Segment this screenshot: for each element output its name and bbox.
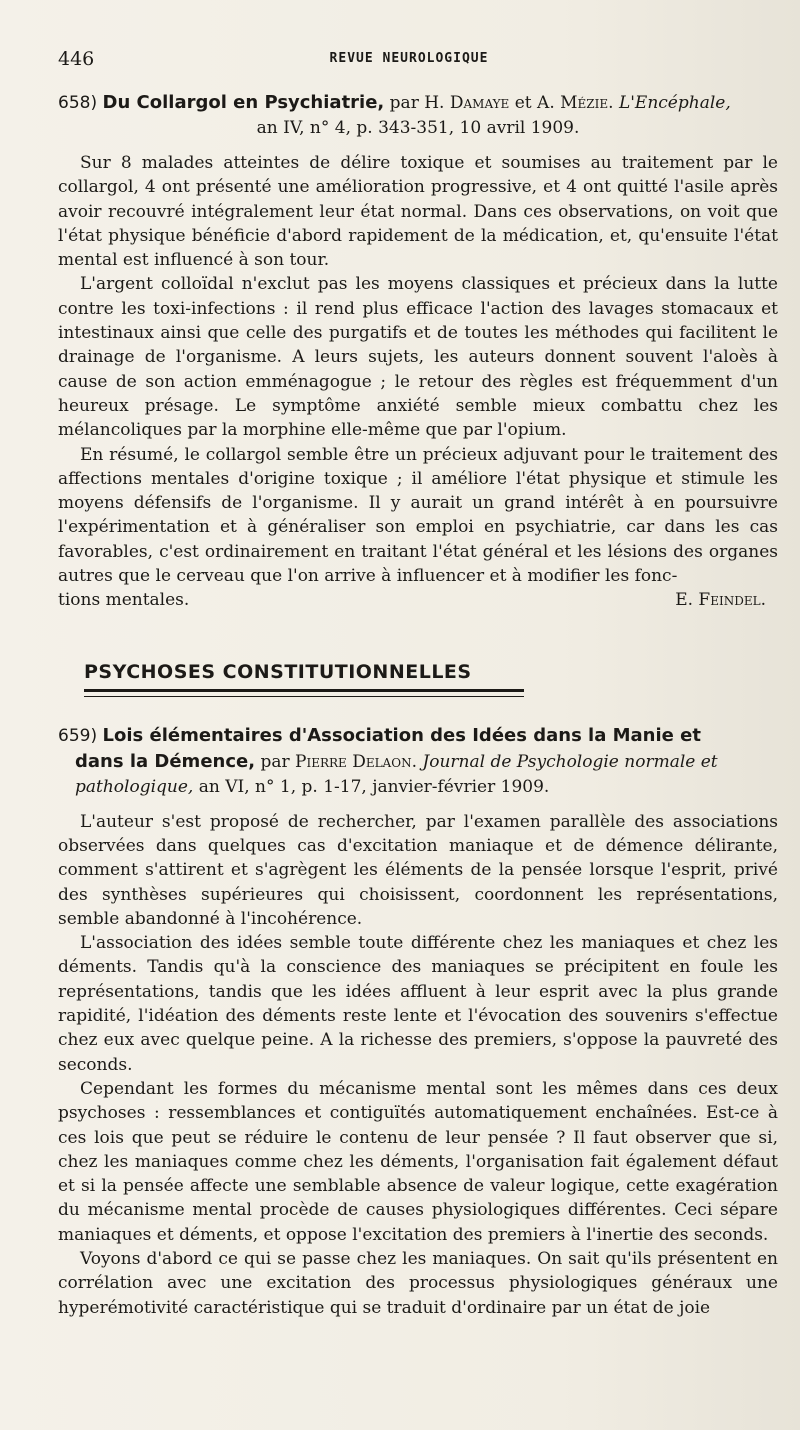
article-658-paragraph: L'argent colloïdal n'exclut pas les moyens classiques et précieux dans la lutte contre les toxi-infections : il rend plus efficace l'action des lavages stomacaux et intestinaux ainsi que celle des purgatifs et de toutes les méthodes qui facilitent le drainage de l'organisme. A leurs sujets, les auteurs donnent souvent l'aloès à cause de son action emménagogue ; le retour des règles est fréquemment d'un heureux présage. Le symptôme anxiété semble mieux combattu chez les mélancoliques par la morphine elle-même que par l'opium. — [58, 274, 778, 441]
and-word: et — [514, 93, 532, 113]
journal-title: Journal de Psychologie normale et pathologique, — [75, 751, 718, 797]
article-658-paragraph: Sur 8 malades atteintes de délire toxique et soumises au traitement par le collargol, 4 ont présenté une amélioration progressive, et 4 ont quitté l'asile après avoir recouvré intégralement leur état normal. Dans ces observations, on voit que l'état physique bénéficie d'abord rapidement de la médication, et, qu'ensuite l'état mental est influencé à son tour. — [58, 153, 778, 271]
signature: E. Feindel. — [675, 590, 766, 611]
author-name: Mézie. — [560, 93, 614, 113]
section-heading: PSYCHOSES CONSTITUTIONNELLES — [84, 660, 472, 683]
closing-text: tions mentales. — [58, 590, 190, 611]
reference-details: an VI, n° 1, p. 1-17, janvier-février 1909. — [198, 776, 550, 797]
article-659-paragraph: L'auteur s'est proposé de rechercher, par l'examen parallèle des associations observées dans quelques cas d'excitation maniaque et de démence délirante, comment s'attirent et s'agrègent les éléments de la pensée lorsque l'esprit, privé des synthèses supérieures qui choisissent, coordonnent les représentations, semble abandonné à l'incohérence. — [58, 811, 778, 929]
article-659-title — [58, 723, 778, 749]
section-rule — [84, 689, 524, 697]
by-word: par — [260, 751, 290, 772]
by-word: par — [389, 93, 419, 113]
article-659-paragraph: Voyons d'abord ce qui se passe chez les maniaques. On sait qu'ils présentent en corrélation avec une excitation des processus physiologiques généraux une hyperémotivité caractéristique qui se traduit d'ordinaire par un état de joie — [58, 1248, 778, 1318]
author-initial: H. — [424, 93, 445, 113]
page-number: 446 — [58, 48, 95, 70]
article-title: Du Collargol en Psychiatrie, — [102, 92, 385, 113]
article-title: Lois élémentaires d'Association des Idées dans la Manie et — [102, 724, 701, 746]
article-title-continued: dans la Démence, — [75, 750, 256, 772]
article-659-reference — [58, 749, 778, 800]
journal-title: L'Encéphale, — [618, 93, 731, 113]
article-658-paragraph: En résumé, le collargol semble être un précieux adjuvant pour le traitement des affections mentales d'origine toxique ; il améliore l'état physique et stimule les moyens défensifs de l'organisme. Il y aurait un grand intérêt à en poursuivre l'expérimentation et à généraliser son emploi en psychiatrie, car dans les cas favorables, c'est ordinairement en traitant l'état général et les lésions des organes autres que le cerveau que l'on arrive à influencer et à modifier les fonc- — [58, 444, 778, 587]
article-number: 659) — [58, 725, 98, 746]
running-head — [58, 48, 760, 72]
author-initial: A. — [537, 93, 555, 113]
page-content — [58, 90, 778, 1320]
article-number: 658) — [58, 93, 98, 113]
article-658-title — [58, 90, 778, 116]
article-659-paragraph: L'association des idées semble toute différente chez les maniaques et chez les déments. Tandis qu'à la conscience des maniaques se précipitent en foule les représentations, tandis que les idées affluent à leur esprit avec la plus grande rapidité, l'idéation des déments reste lente et l'évocation des souvenirs s'effectue chez eux avec quelque peine. A la richesse des premiers, s'oppose la pauvreté des seconds. — [58, 933, 778, 1075]
journal-name: REVUE NEUROLOGIQUE — [329, 51, 489, 66]
article-658-reference: an IV, n° 4, p. 343-351, 10 avril 1909. — [256, 118, 580, 138]
article-658-closing — [58, 588, 778, 612]
article-659-paragraph: Cependant les formes du mécanisme mental sont les mêmes dans ces deux psychoses : ressemblances et contiguïtés automatiquement enchaînées. Est-ce à ces lois que peut se réduire le contenu de leur pensée ? Il faut observer que si, chez les maniaques comme chez les déments, l'organisation fait également défaut et si la pensée affecte une semblable absence de valeur logique, cette exagération du mécanisme mental procède de causes physiologiques différentes. Ceci sépare maniaques et déments, et oppose l'excitation des premiers à l'inertie des seconds. — [58, 1078, 778, 1245]
author-name: Pierre Delaon. — [295, 751, 417, 772]
author-name: Damaye — [449, 93, 510, 113]
